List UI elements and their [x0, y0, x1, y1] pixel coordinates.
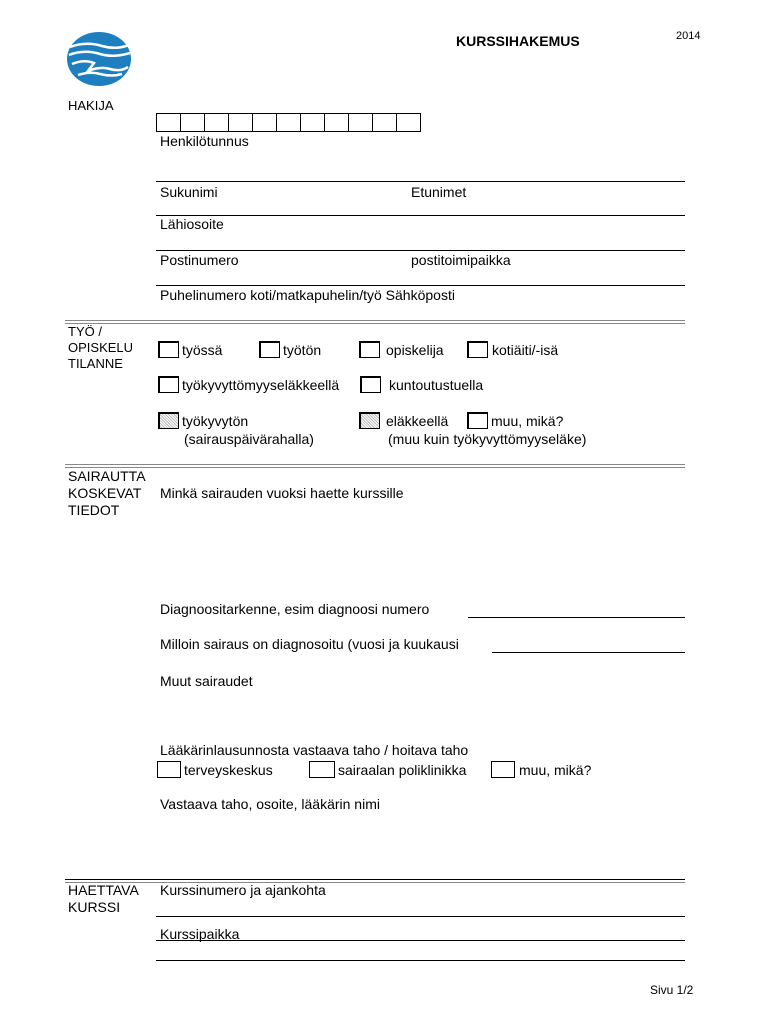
diagnosed-when-line[interactable] [492, 652, 685, 653]
checkbox-unemployed[interactable] [259, 341, 280, 358]
section-label-line: TILANNE [68, 356, 123, 371]
form-year: 2014 [676, 30, 701, 42]
personal-id-cell[interactable] [324, 113, 349, 132]
section-label-line: HAETTAVA [68, 882, 139, 898]
phone-email-label: Puhelinumero koti/matkapuhelin/työ Sähköposti [160, 287, 455, 303]
personal-id-cell[interactable] [180, 113, 205, 132]
retired-label: eläkkeellä [386, 413, 449, 429]
student-label: opiskelija [386, 342, 444, 358]
phone-email-line[interactable] [156, 285, 685, 286]
other-provider-label: muu, mikä? [519, 762, 592, 778]
provider-details-label: Vastaava taho, osoite, lääkärin nimi [160, 796, 380, 812]
checkbox-employed[interactable] [158, 341, 179, 358]
employed-label: työssä [182, 342, 223, 358]
personal-id-cell[interactable] [300, 113, 325, 132]
surname-line[interactable] [156, 181, 685, 182]
firstnames-label: Etunimet [411, 184, 467, 200]
checkbox-other-provider[interactable] [491, 761, 515, 778]
section-label-illness [68, 468, 146, 519]
form-title: KURSSIHAKEMUS [456, 33, 580, 49]
course-place-label: Kurssipaikka [160, 926, 240, 942]
checkbox-hospital-clinic[interactable] [309, 761, 335, 778]
section-label-course [68, 882, 139, 916]
other-status-label: muu, mikä? [491, 413, 564, 429]
address-label: Lähiosoite [160, 216, 224, 232]
statement-provider-label: Lääkärinlausunnosta vastaava taho / hoitava taho [160, 742, 469, 758]
checkbox-unfit[interactable] [158, 412, 179, 429]
course-number-label: Kurssinumero ja ajankohta [160, 882, 326, 898]
postal-code-label: Postinumero [160, 252, 239, 268]
course-number-line[interactable] [156, 916, 685, 917]
course-extra-line[interactable] [156, 960, 685, 961]
organization-logo [66, 31, 132, 87]
surname-label: Sukunimi [160, 184, 218, 200]
personal-id-cell[interactable] [372, 113, 397, 132]
course-place-line[interactable] [156, 940, 685, 941]
section-divider [65, 879, 685, 883]
checkbox-retired[interactable] [359, 412, 380, 429]
diagnosis-code-label: Diagnoositarkenne, esim diagnoosi numero [160, 601, 430, 617]
post-office-label: postitoimipaikka [411, 252, 511, 268]
diagnosis-code-line[interactable] [468, 617, 685, 618]
homemaker-label: kotiäiti/-isä [492, 342, 559, 358]
personal-id-cell[interactable] [396, 113, 421, 132]
personal-id-cell[interactable] [204, 113, 229, 132]
address-line[interactable] [156, 215, 685, 216]
hospital-clinic-label: sairaalan poliklinikka [338, 762, 467, 778]
section-label-hakija: HAKIJA [68, 98, 114, 113]
health-centre-label: terveyskeskus [184, 762, 273, 778]
checkbox-student[interactable] [359, 341, 380, 358]
disability-pension-label: työkyvyttömyyseläkkeellä [182, 377, 340, 393]
page-number: Sivu 1/2 [650, 983, 694, 997]
personal-id-cell[interactable] [276, 113, 301, 132]
unemployed-label: työtön [283, 342, 322, 358]
personal-id-cell[interactable] [156, 113, 181, 132]
section-divider [65, 320, 685, 324]
rehab-allowance-label: kuntoutustuella [389, 377, 484, 393]
unfit-label: työkyvytön [182, 413, 249, 429]
other-illnesses-label: Muut sairaudet [160, 673, 253, 689]
section-label-line: OPISKELU [68, 340, 134, 355]
diagnosed-when-label: Milloin sairaus on diagnosoitu (vuosi ja kuukausi [160, 636, 459, 652]
personal-id-cell[interactable] [228, 113, 253, 132]
section-label-line: KURSSI [68, 899, 121, 915]
retired-sublabel: (muu kuin työkyvyttömyyseläke) [388, 431, 587, 447]
personal-id-cell[interactable] [252, 113, 277, 132]
personal-id-label: Henkilötunnus [160, 133, 249, 149]
checkbox-rehab-allowance[interactable] [360, 376, 381, 393]
section-label-line: TYÖ / [68, 324, 102, 339]
unfit-sublabel: (sairauspäivärahalla) [184, 431, 314, 447]
checkbox-disability-pension[interactable] [158, 376, 179, 393]
postal-line[interactable] [156, 250, 685, 251]
section-label-line: KOSKEVAT [68, 485, 142, 501]
section-label-employment [68, 324, 133, 372]
section-label-line: TIEDOT [68, 502, 120, 518]
section-divider [65, 464, 685, 468]
illness-question: Minkä sairauden vuoksi haette kurssille [160, 485, 404, 501]
checkbox-homemaker[interactable] [467, 341, 488, 358]
section-label-line: SAIRAUTTA [68, 468, 146, 484]
checkbox-health-centre[interactable] [157, 761, 181, 778]
personal-id-boxes[interactable] [156, 113, 420, 132]
personal-id-cell[interactable] [348, 113, 373, 132]
checkbox-other-status[interactable] [467, 412, 488, 429]
